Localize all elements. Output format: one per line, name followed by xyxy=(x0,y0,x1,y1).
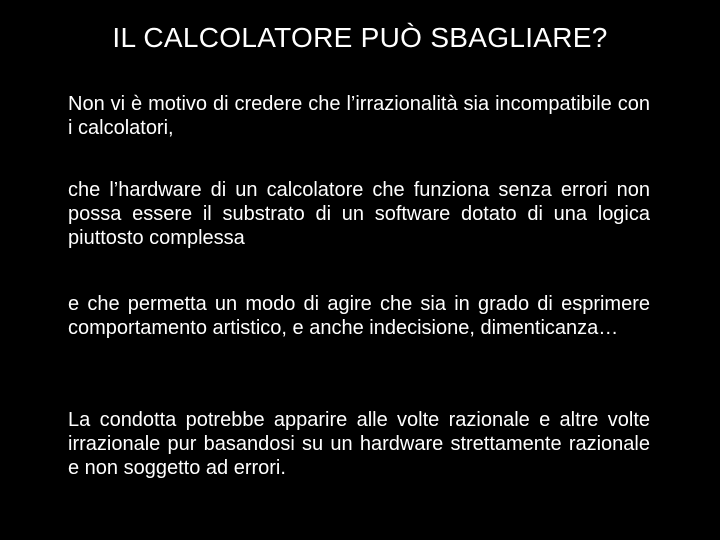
paragraph-3: e che permetta un modo di agire che sia in grado di esprimere comportamento artistico, e anche indecisione, dimenticanza… xyxy=(68,293,650,339)
paragraph-1: Non vi è motivo di credere che l’irrazionalità sia incompatibile con i calcolatori, xyxy=(68,93,650,139)
paragraph-4: La condotta potrebbe apparire alle volte razionale e altre volte irrazionale pur basandosi su un hardware strettamente razionale e non soggetto ad errori. xyxy=(68,409,650,479)
slide-title: IL CALCOLATORE PUÒ SBAGLIARE? xyxy=(112,22,608,53)
paragraph-2: che l’hardware di un calcolatore che funziona senza errori non possa essere il substrato di un software dotato di una logica piuttosto complessa xyxy=(68,179,650,249)
